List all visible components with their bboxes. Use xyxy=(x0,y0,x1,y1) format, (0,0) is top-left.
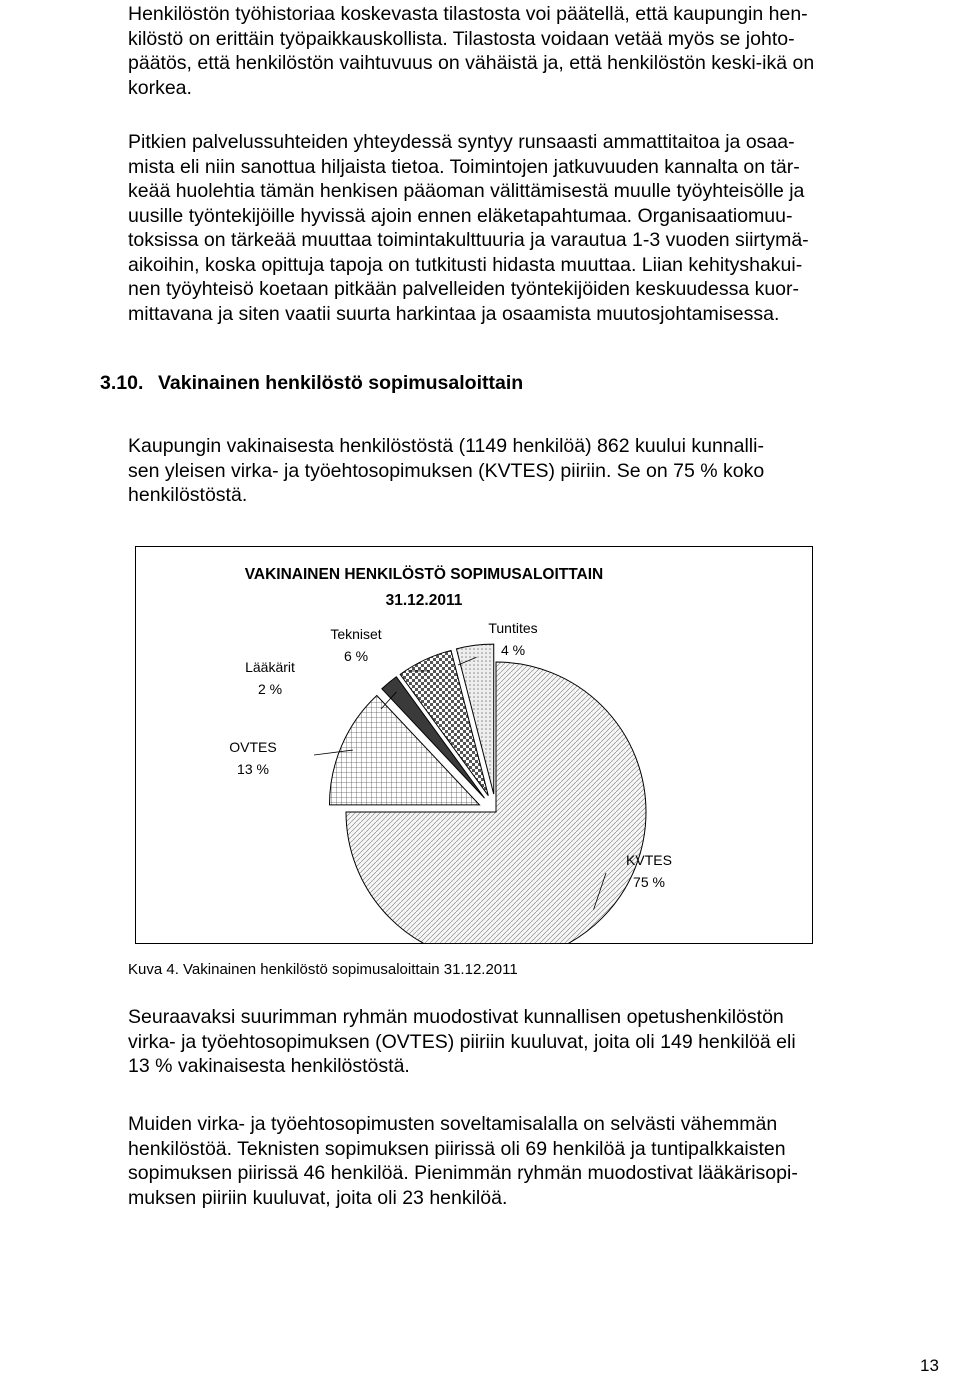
text-line: Seuraavaksi suurimman ryhmän muodostivat kunnallisen opetushenkilöstön xyxy=(128,1006,784,1028)
section-heading xyxy=(100,372,523,395)
text-line: 13 % vakinaisesta henkilöstöstä. xyxy=(128,1055,410,1077)
chart-title-line-1: VAKINAINEN HENKILÖSTÖ SOPIMUSALOITTAIN xyxy=(244,566,604,583)
slice-label-value: 2 % xyxy=(257,681,283,697)
section-number: 3.10. xyxy=(100,372,144,394)
slice-label-name: Lääkärit xyxy=(245,659,295,675)
pie-chart-svg xyxy=(136,547,812,943)
text-line: henkilöstöä. Teknisten sopimuksen piirissä oli 69 henkilöä ja tuntipalkkaisten xyxy=(128,1137,786,1160)
slice-label-value: 6 % xyxy=(343,648,369,664)
text-line: nen työyhteisö koetaan pitkään palvelleiden työntekijöiden keskuudessa kuor- xyxy=(128,278,800,300)
text-line: uusille työntekijöille hyvissä ajoin ennen eläketapahtumaa. Organisaatiomuu- xyxy=(128,204,793,227)
paragraph-ovtes xyxy=(128,1005,936,1079)
text-line: sen yleisen virka- ja työehtosopimuksen (KVTES) piiriin. Se on 75 % koko xyxy=(128,459,765,482)
paragraph-work-history xyxy=(128,2,936,100)
paragraph-other-agreements xyxy=(128,1112,936,1210)
slice-label-name: KVTES xyxy=(626,852,672,868)
text-line: aikoihin, koska opittuja tapoja on tutkitusti hidasta muuttaa. Liian kehityshakui- xyxy=(128,253,803,276)
text-line: Kaupungin vakinaisesta henkilöstöstä (1149 henkilöä) 862 kuului kunnalli- xyxy=(128,435,764,457)
text-line: sopimuksen piirissä 46 henkilöä. Pienimmän ryhmän muodostivat lääkärisopi- xyxy=(128,1162,798,1184)
text-line: Muiden virka- ja työehtosopimusten soveltamisalalla on selvästi vähemmän xyxy=(128,1113,778,1135)
section-title: Vakinainen henkilöstö sopimusaloittain xyxy=(158,372,524,394)
slice-label-name: Tekniset xyxy=(330,626,382,642)
figure-caption: Kuva 4. Vakinainen henkilöstö sopimusaloittain 31.12.2011 xyxy=(128,961,518,978)
text-line: päätös, että henkilöstön vaihtuvuus on vähäistä ja, että henkilöstön keski-ikä on xyxy=(128,52,815,74)
slice-label-name: OVTES xyxy=(229,739,277,755)
slice-label-name: Tuntites xyxy=(488,620,538,636)
chart-title-line-2: 31.12.2011 xyxy=(385,592,463,609)
text-line: muksen piiriin kuuluvat, joita oli 23 henkilöä. xyxy=(128,1186,508,1209)
text-line: mittavana ja siten vaatii suurta harkintaa ja osaamista muutosjohtamisessa. xyxy=(128,302,780,325)
paragraph-kvtes-intro xyxy=(128,434,936,508)
text-line: virka- ja työehtosopimuksen (OVTES) piiriin kuuluvat, joita oli 149 henkilöä eli xyxy=(128,1030,796,1053)
slice-label-value: 4 % xyxy=(500,642,526,658)
slice-label-value: 13 % xyxy=(237,761,269,777)
text-line: toksissa on tärkeää muuttaa toimintakulttuuria ja varautua 1-3 vuoden siirtymä- xyxy=(128,229,809,251)
slice-label-value: 75 % xyxy=(633,874,665,890)
pie-chart xyxy=(135,546,813,944)
text-line: korkea. xyxy=(128,76,192,99)
text-line: Pitkien palvelussuhteiden yhteydessä syntyy runsaasti ammattitaitoa ja osaa- xyxy=(128,131,795,153)
text-line: keää huolehtia tämän henkisen pääoman välittämisestä muulle työyhteisölle ja xyxy=(128,180,805,202)
text-line: mista eli niin sanottua hiljaista tietoa. Toimintojen jatkuvuuden kannalta on tär- xyxy=(128,155,800,178)
paragraph-tacit-knowledge xyxy=(128,130,936,326)
text-line: henkilöstöstä. xyxy=(128,484,248,506)
text-line: Henkilöstön työhistoriaa koskevasta tilastosta voi päätellä, että kaupungin hen- xyxy=(128,3,808,25)
page-number: 13 xyxy=(920,1356,939,1375)
text-line: kilöstö on erittäin työpaikkauskollista. Tilastosta voidaan vetää myös se johto- xyxy=(128,27,795,50)
